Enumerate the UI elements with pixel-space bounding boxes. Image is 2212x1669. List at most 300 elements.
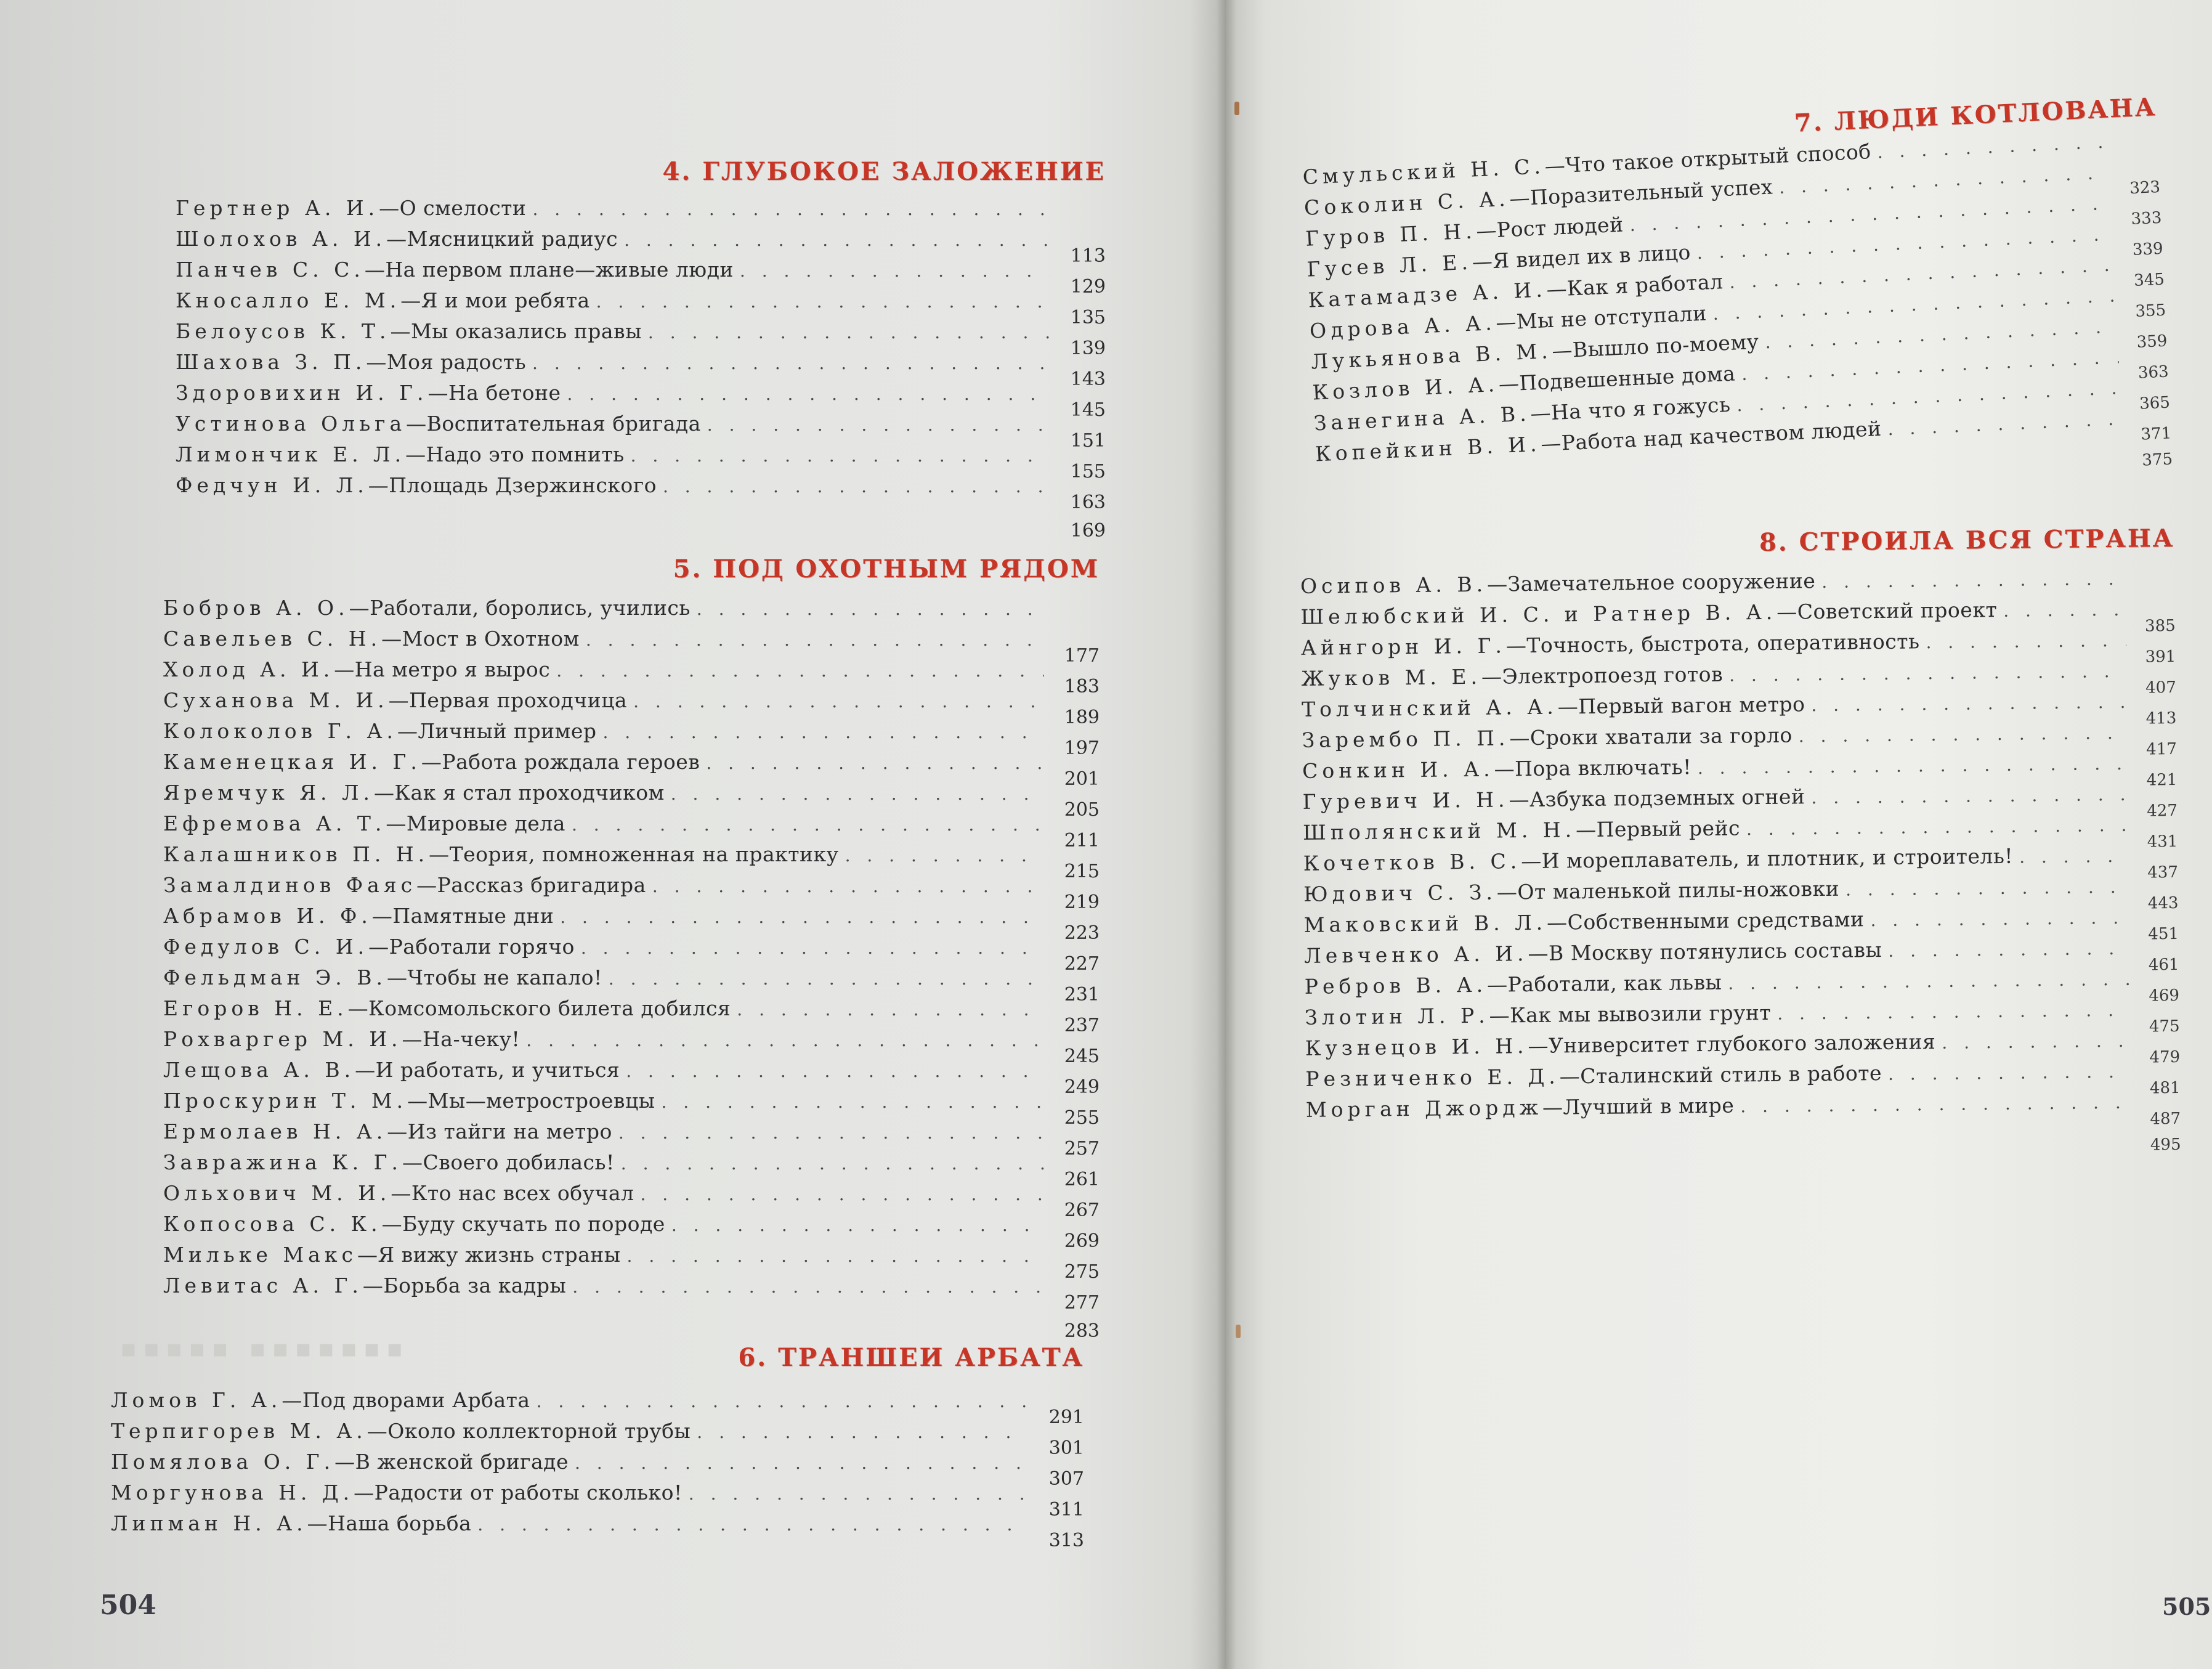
dot-leader: [1740, 1092, 2131, 1117]
toc-entry: [176, 258, 1106, 298]
dot-leader: [689, 1484, 1029, 1504]
entry-page-number: 313: [1048, 1530, 1084, 1551]
entry-title: —Около коллекторной трубы: [367, 1419, 691, 1443]
entry-author: Зарембо П. П.: [1302, 726, 1510, 752]
entry-page-number: 371: [2140, 424, 2172, 444]
entry-author: Панчев С. С.: [176, 258, 365, 282]
entry-page-number: 413: [2145, 709, 2177, 728]
entry-title: —Комсомольского билета добился: [347, 996, 731, 1020]
entry-title: —Работа над качеством людей: [1540, 416, 1882, 456]
entry-author: Завражина К. Г.: [163, 1150, 402, 1174]
entry-page-number: 487: [2150, 1109, 2181, 1129]
entry-author: Устинова Ольга: [176, 412, 407, 436]
entry-author: Шполянский М. Н.: [1302, 818, 1576, 845]
toc-entry: [163, 904, 1100, 944]
entry-title: —Воспитательная бригада: [406, 412, 701, 436]
entry-page-number: 223: [1064, 922, 1100, 944]
entry-page-number: 211: [1064, 830, 1100, 851]
entry-author: Кочетков В. С.: [1303, 849, 1521, 875]
entry-page-number: 431: [2147, 832, 2178, 851]
entry-author: Савельев С. Н.: [163, 627, 382, 651]
toc-entry: [111, 1450, 1084, 1490]
toc-entry: [163, 811, 1100, 851]
entry-page-number: 135: [1070, 307, 1106, 328]
entry-page-number: 227: [1064, 953, 1100, 975]
dot-leader: [526, 1030, 1044, 1050]
entry-author: Здоровихин И. Г.: [176, 381, 428, 405]
entry-title: —Советский проект: [1776, 598, 1998, 624]
entry-title: —Подвешенные дома: [1498, 361, 1736, 396]
toc-entry: [163, 1181, 1100, 1221]
toc-entry: [163, 1243, 1100, 1283]
entry-page-number: 385: [2144, 616, 2176, 636]
dot-leader: [1799, 723, 2128, 747]
dot-leader: [1777, 1000, 2130, 1024]
entry-title: —Теория, помноженная на практику: [429, 842, 839, 866]
entry-page-number: 261: [1064, 1169, 1100, 1190]
entry-page-number: 375: [2141, 450, 2173, 470]
entry-author: Айнгорн И. Г.: [1300, 633, 1507, 660]
entry-author: Гусев Л. Е.: [1306, 250, 1473, 282]
entry-title: —Надо это помнить: [405, 442, 625, 466]
entry-page-number: 323: [2129, 177, 2161, 198]
entry-title: —Мировые дела: [386, 811, 565, 835]
toc-entry: [163, 1273, 1100, 1314]
toc-entry: [111, 1388, 1084, 1428]
dot-leader: [1746, 815, 2128, 839]
entry-page-number: 391: [2145, 647, 2176, 667]
dot-leader: [596, 291, 1050, 312]
dot-leader: [1811, 784, 2128, 808]
entry-page-number: 277: [1064, 1292, 1100, 1314]
dot-leader: [662, 1092, 1045, 1112]
entry-title: —Работали горячо: [368, 935, 575, 959]
toc-entry: [163, 1027, 1100, 1067]
entry-title: —Вышло по-моему: [1551, 329, 1760, 363]
entry-author: Егоров Н. Е.: [163, 996, 348, 1020]
entry-author: Шолохов А. И.: [176, 227, 387, 251]
entry-title: —Азбука подземных огней: [1509, 784, 1805, 812]
entry-page-number: 189: [1064, 707, 1100, 728]
entry-author: Колоколов Г. А.: [163, 719, 397, 743]
entry-title: —Моя радость: [366, 350, 527, 374]
page-edge-mark: [1234, 102, 1239, 115]
entry-title: —Мясницкий радиус: [386, 227, 618, 251]
toc-entry: [163, 1212, 1100, 1252]
entry-page-number: 139: [1070, 338, 1106, 359]
entry-page-number: 365: [2139, 393, 2171, 413]
entry-author: Резниченко Е. Д.: [1305, 1064, 1560, 1091]
entry-author: Проскурин Т. М.: [163, 1089, 408, 1113]
toc-entry: [163, 1150, 1100, 1190]
entry-title: —Сроки хватали за горло: [1509, 723, 1793, 750]
entry-author: Ефремова А. Т.: [163, 811, 386, 835]
entry-title: —Что такое открытый способ: [1544, 139, 1872, 179]
entry-author: Занегина А. В.: [1313, 401, 1531, 436]
section-heading: 8. СТРОИЛА ВСЯ СТРАНА: [1759, 524, 2175, 558]
section-arbat-trenches: [111, 1343, 1084, 1551]
entry-page-number: 237: [1064, 1015, 1100, 1036]
toc-entry: [176, 288, 1106, 328]
entry-author: Морган Джордж: [1305, 1095, 1543, 1122]
toc-list: [1300, 565, 2181, 1159]
dot-leader: [2019, 846, 2129, 867]
entry-title: —Радости от работы сколько!: [354, 1480, 683, 1505]
entry-page-number: 417: [2146, 739, 2177, 759]
entry-page-number: 283: [1064, 1320, 1100, 1342]
entry-author: Каменецкая И. Г.: [163, 750, 421, 774]
entry-author: Одрова А. А.: [1309, 311, 1497, 343]
entry-page-number: 311: [1048, 1499, 1084, 1521]
entry-author: Федчун И. Л.: [176, 473, 368, 497]
dot-leader: [697, 599, 1044, 619]
dot-leader: [537, 1391, 1029, 1411]
entry-title: —Мы не отступали: [1495, 301, 1708, 335]
entry-author: Шахова З. П.: [176, 350, 367, 374]
toc-entry: [176, 381, 1106, 421]
entry-title: —Как я стал проходчиком: [373, 781, 665, 805]
dot-leader: [621, 1153, 1044, 1174]
entry-author: Калашников П. Н.: [163, 842, 429, 866]
toc-entry: [111, 1480, 1084, 1521]
dot-leader: [1698, 753, 2128, 778]
toc-entry: [111, 1419, 1084, 1459]
entry-page-number: 267: [1064, 1200, 1100, 1221]
dot-leader: [567, 384, 1051, 404]
entry-title: —Как мы вывозили грунт: [1489, 1000, 1772, 1028]
entry-author: Терпигорев М. А.: [111, 1419, 367, 1443]
toc-entry: [163, 996, 1100, 1036]
entry-title: —Своего добилась!: [402, 1150, 615, 1174]
entry-title: —Пора включать!: [1494, 755, 1692, 781]
entry-title: —Работали, боролись, учились: [349, 596, 691, 620]
dot-leader: [2003, 599, 2126, 621]
entry-author: Холод А. И.: [163, 657, 334, 681]
entry-title: —Чтобы не капало!: [386, 965, 602, 989]
entry-author: Абрамов И. Ф.: [163, 904, 372, 928]
toc-entry: [163, 1304, 1100, 1342]
entry-title: —Первый рейс: [1575, 816, 1741, 842]
entry-page-number: 427: [2147, 801, 2178, 821]
dot-leader: [572, 1277, 1044, 1297]
entry-author: Ольхович М. И.: [163, 1181, 391, 1205]
dot-leader: [560, 907, 1044, 927]
entry-title: —Мы оказались правы: [390, 319, 642, 343]
entry-title: —Из тайги на метро: [387, 1119, 612, 1143]
entry-page-number: 151: [1070, 430, 1106, 452]
entry-title: —Наша борьба: [307, 1511, 472, 1535]
entry-page-number: 443: [2147, 893, 2179, 913]
dot-leader: [1942, 1031, 2131, 1053]
entry-title: —Мы—метростроевцы: [407, 1089, 655, 1113]
entry-author: Суханова М. И.: [163, 688, 389, 712]
section-heading: 4. ГЛУБОКОЕ ЗАЛОЖЕНИЕ: [662, 157, 1106, 186]
entry-title: —Я видел их в лицо: [1471, 240, 1691, 274]
entry-page-number: 475: [2149, 1017, 2180, 1036]
entry-page-number: 437: [2147, 863, 2179, 882]
entry-author: Шелюбский И. С. и Ратнер В. А.: [1300, 599, 1777, 629]
entry-page-number: 479: [2149, 1047, 2181, 1067]
toc-list: [176, 196, 1106, 542]
entry-title: —На что я гожусь: [1529, 392, 1732, 426]
dot-leader: [652, 876, 1044, 896]
toc-entry: [163, 1058, 1100, 1098]
entry-title: —Площадь Дзержинского: [368, 473, 657, 497]
entry-title: —Университет глубокого заложения: [1528, 1029, 1936, 1058]
dot-leader: [706, 753, 1044, 773]
section-whole-country: [1300, 524, 2181, 1159]
entry-title: —На бетоне: [427, 381, 561, 405]
section-heading: 6. ТРАНШЕИ АРБАТА: [738, 1343, 1084, 1372]
entry-title: —Рассказ бригадира: [416, 873, 646, 897]
entry-author: Мильке Макс: [163, 1243, 357, 1267]
dot-leader: [671, 784, 1044, 804]
entry-page-number: 231: [1064, 984, 1100, 1005]
entry-author: Маковский В. Л.: [1303, 910, 1547, 937]
entry-title: —Я и мои ребята: [400, 288, 590, 312]
entry-author: Ребров В. А.: [1304, 972, 1488, 999]
toc-entry: [163, 688, 1100, 728]
dot-leader: [663, 476, 1050, 497]
dot-leader: [697, 1422, 1029, 1442]
dot-leader: [1728, 969, 2130, 994]
entry-page-number: 201: [1064, 768, 1100, 790]
entry-author: Смульский Н. С.: [1302, 154, 1546, 189]
dot-leader: [572, 814, 1044, 835]
toc-entry: [163, 750, 1100, 790]
entry-author: Жуков М. Е.: [1301, 664, 1482, 691]
toc-list: [163, 596, 1100, 1342]
dot-leader: [586, 630, 1044, 650]
toc-entry: [176, 196, 1106, 227]
entry-title: —И мореплаватель, и плотник, и строитель!: [1521, 843, 2014, 874]
toc-entry: [163, 781, 1100, 821]
entry-page-number: 255: [1064, 1107, 1100, 1129]
entry-author: Федулов С. И.: [163, 935, 369, 959]
entry-title: —Под дворами Арбата: [282, 1388, 530, 1412]
entry-title: —Буду скучать по породе: [381, 1212, 665, 1236]
dot-leader: [618, 1123, 1044, 1143]
dot-leader: [740, 261, 1050, 281]
entry-page-number: 275: [1064, 1261, 1100, 1283]
entry-page-number: 169: [1070, 520, 1106, 542]
entry-page-number: 481: [2149, 1078, 2181, 1098]
spacer: [1306, 1134, 2137, 1143]
entry-page-number: 219: [1064, 891, 1100, 913]
toc-entry: [163, 842, 1100, 882]
entry-author: Лимончик Е. Л.: [176, 442, 406, 466]
entry-author: Ломов Г. А.: [111, 1388, 282, 1412]
entry-author: Бобров А. О.: [163, 596, 349, 620]
dot-leader: [609, 969, 1044, 989]
toc-entry: [163, 1089, 1100, 1129]
entry-author: Рохваргер М. И.: [163, 1027, 402, 1051]
section-pit-people: [1300, 92, 2173, 503]
entry-page-number: 245: [1064, 1046, 1100, 1067]
toc-entry: [111, 1511, 1084, 1551]
dot-leader: [1821, 569, 2126, 592]
dot-leader: [1888, 938, 2129, 961]
entry-title: —Памятные дни: [371, 904, 554, 928]
entry-page-number: 451: [2148, 924, 2179, 944]
dot-leader: [556, 660, 1044, 681]
dot-leader: [737, 999, 1044, 1020]
toc-entry: [163, 873, 1100, 913]
entry-title: —Рост людей: [1475, 212, 1624, 243]
entry-page-number: 333: [2130, 208, 2162, 229]
page-number: 505: [2162, 1593, 2211, 1620]
dot-leader: [532, 353, 1050, 373]
entry-title: —В женской бригаде: [334, 1450, 569, 1474]
dot-leader: [1888, 1062, 2131, 1084]
entry-author: Ермолаев Н. А.: [163, 1119, 387, 1143]
entry-title: —На метро я вырос: [334, 657, 551, 681]
dot-leader: [1845, 877, 2129, 900]
dot-leader: [707, 415, 1050, 435]
entry-title: —Поразительный успех: [1509, 174, 1773, 211]
dot-leader: [581, 938, 1044, 958]
entry-author: Липман Н. А.: [111, 1511, 307, 1535]
entry-title: —Мост в Охотном: [381, 627, 580, 651]
toc-entry: [163, 627, 1100, 667]
dot-leader: [1729, 661, 2127, 686]
section-heading: 7. ЛЮДИ КОТЛОВАНА: [1793, 92, 2158, 138]
entry-title: —В Москву потянулись составы: [1528, 938, 1882, 966]
dot-leader: [602, 722, 1044, 742]
toc-entry: [163, 1119, 1100, 1159]
entry-title: —Собственными средствами: [1546, 907, 1865, 935]
entry-page-number: 291: [1048, 1407, 1084, 1428]
entry-author: Лукьянова В. М.: [1310, 338, 1553, 374]
entry-title: —И работать, и учиться: [355, 1058, 620, 1082]
entry-author: Копосова С. К.: [163, 1212, 382, 1236]
dot-leader: [532, 199, 1050, 219]
entry-title: —Лучший в мире: [1542, 1093, 1735, 1119]
entry-page-number: 215: [1064, 861, 1100, 882]
dot-leader: [627, 1246, 1044, 1266]
entry-page-number: 197: [1064, 737, 1100, 759]
page-number: 504: [100, 1590, 156, 1621]
entry-author: Замалдинов Фаяс: [163, 873, 417, 897]
entry-author: Гуров П. Н.: [1305, 219, 1477, 251]
entry-title: —Электропоезд готов: [1481, 662, 1724, 689]
section-heading: 5. ПОД ОХОТНЫМ РЯДОМ: [673, 554, 1100, 583]
entry-author: Кузнецов И. Н.: [1305, 1034, 1528, 1060]
section-deep-laying: [176, 157, 1106, 542]
entry-author: Лещова А. В.: [163, 1058, 355, 1082]
entry-title: —Работа рождала героев: [421, 750, 700, 774]
dot-leader: [1811, 692, 2127, 715]
entry-page-number: 145: [1070, 399, 1106, 421]
entry-page-number: 461: [2148, 955, 2179, 975]
entry-page-number: 345: [2133, 270, 2165, 290]
entry-title: —Замечательное сооружение: [1486, 569, 1816, 596]
entry-page-number: 495: [2150, 1135, 2181, 1155]
entry-page-number: 339: [2132, 239, 2164, 259]
toc-entry: [176, 473, 1106, 513]
toc-entry: [163, 719, 1100, 759]
entry-author: Копейкин В. И.: [1315, 431, 1542, 466]
entry-title: —От маленькой пилы-ножовки: [1496, 876, 1840, 904]
dot-leader: [1870, 908, 2129, 930]
entry-page-number: 205: [1064, 799, 1100, 821]
toc-entry: [176, 227, 1106, 267]
entry-page-number: 469: [2149, 986, 2180, 1005]
toc-list: [1302, 126, 2173, 503]
entry-page-number: 113: [1070, 245, 1106, 267]
entry-author: Гертнер А. И.: [176, 196, 379, 220]
show-through-text: ▪▪▪▪▪ ▪▪▪▪▪▪▪: [120, 1334, 410, 1363]
toc-entry: [176, 412, 1106, 452]
entry-author: Катамадзе А. И.: [1307, 277, 1547, 312]
entry-author: Юдович С. З.: [1303, 880, 1497, 906]
entry-title: —Я вижу жизнь страны: [357, 1243, 621, 1267]
dot-leader: [671, 1215, 1044, 1235]
toc-entry: [176, 319, 1106, 359]
dot-leader: [575, 1453, 1029, 1473]
entry-author: Моргунова Н. Д.: [111, 1480, 354, 1505]
entry-title: —Первый вагон метро: [1557, 692, 1805, 719]
section-okhotny-ryad: [163, 554, 1100, 1342]
entry-page-number: 129: [1070, 276, 1106, 298]
entry-author: Левченко А. И.: [1304, 941, 1528, 968]
dot-leader: [845, 845, 1044, 866]
entry-page-number: 269: [1064, 1230, 1100, 1252]
entry-title: —Сталинский стиль в работе: [1559, 1061, 1882, 1089]
entry-page-number: 359: [2136, 331, 2168, 352]
dot-leader: [1926, 630, 2126, 652]
toc-entry: [163, 596, 1100, 627]
entry-page-number: 183: [1064, 676, 1100, 697]
entry-author: Белоусов К. Т.: [176, 319, 391, 343]
page-edge-mark: [1236, 1325, 1241, 1338]
entry-author: Фельдман Э. В.: [163, 965, 387, 989]
dot-leader: [640, 1184, 1044, 1204]
toc-entry: [163, 657, 1100, 697]
entry-title: —Как я работал: [1546, 269, 1724, 302]
dot-leader: [624, 230, 1050, 250]
entry-page-number: 301: [1048, 1437, 1084, 1459]
entry-page-number: 257: [1064, 1138, 1100, 1159]
entry-author: Злотин Л. Р.: [1305, 1003, 1489, 1029]
right-page: [1226, 0, 2212, 1669]
entry-title: —На-чеку!: [402, 1027, 521, 1051]
entry-title: —Кто нас всех обучал: [391, 1181, 634, 1205]
entry-page-number: 249: [1064, 1076, 1100, 1098]
entry-author: Кносалло Е. М.: [176, 288, 401, 312]
entry-page-number: 355: [2134, 301, 2166, 321]
entry-page-number: 407: [2145, 678, 2176, 697]
dot-leader: [631, 445, 1050, 466]
entry-author: Левитас А. Г.: [163, 1273, 363, 1297]
entry-page-number: 363: [2137, 362, 2169, 383]
dot-leader: [648, 322, 1050, 343]
entry-title: —На первом плане—живые люди: [364, 258, 734, 282]
entry-page-number: 421: [2146, 770, 2178, 790]
entry-page-number: 163: [1070, 492, 1106, 513]
entry-title: —Точность, быстрота, оперативность: [1505, 629, 1920, 658]
toc-entry: [176, 350, 1106, 390]
entry-author: Осипов А. В.: [1300, 572, 1488, 598]
entry-author: Толчинский А. А.: [1301, 694, 1558, 721]
entry-page-number: 307: [1048, 1468, 1084, 1490]
dot-leader: [1877, 132, 2109, 163]
dot-leader: [626, 1061, 1044, 1081]
entry-page-number: 177: [1064, 645, 1100, 667]
toc-entry: [176, 504, 1106, 542]
entry-title: —Работали, как львы: [1486, 970, 1722, 997]
entry-page-number: 143: [1070, 368, 1106, 390]
